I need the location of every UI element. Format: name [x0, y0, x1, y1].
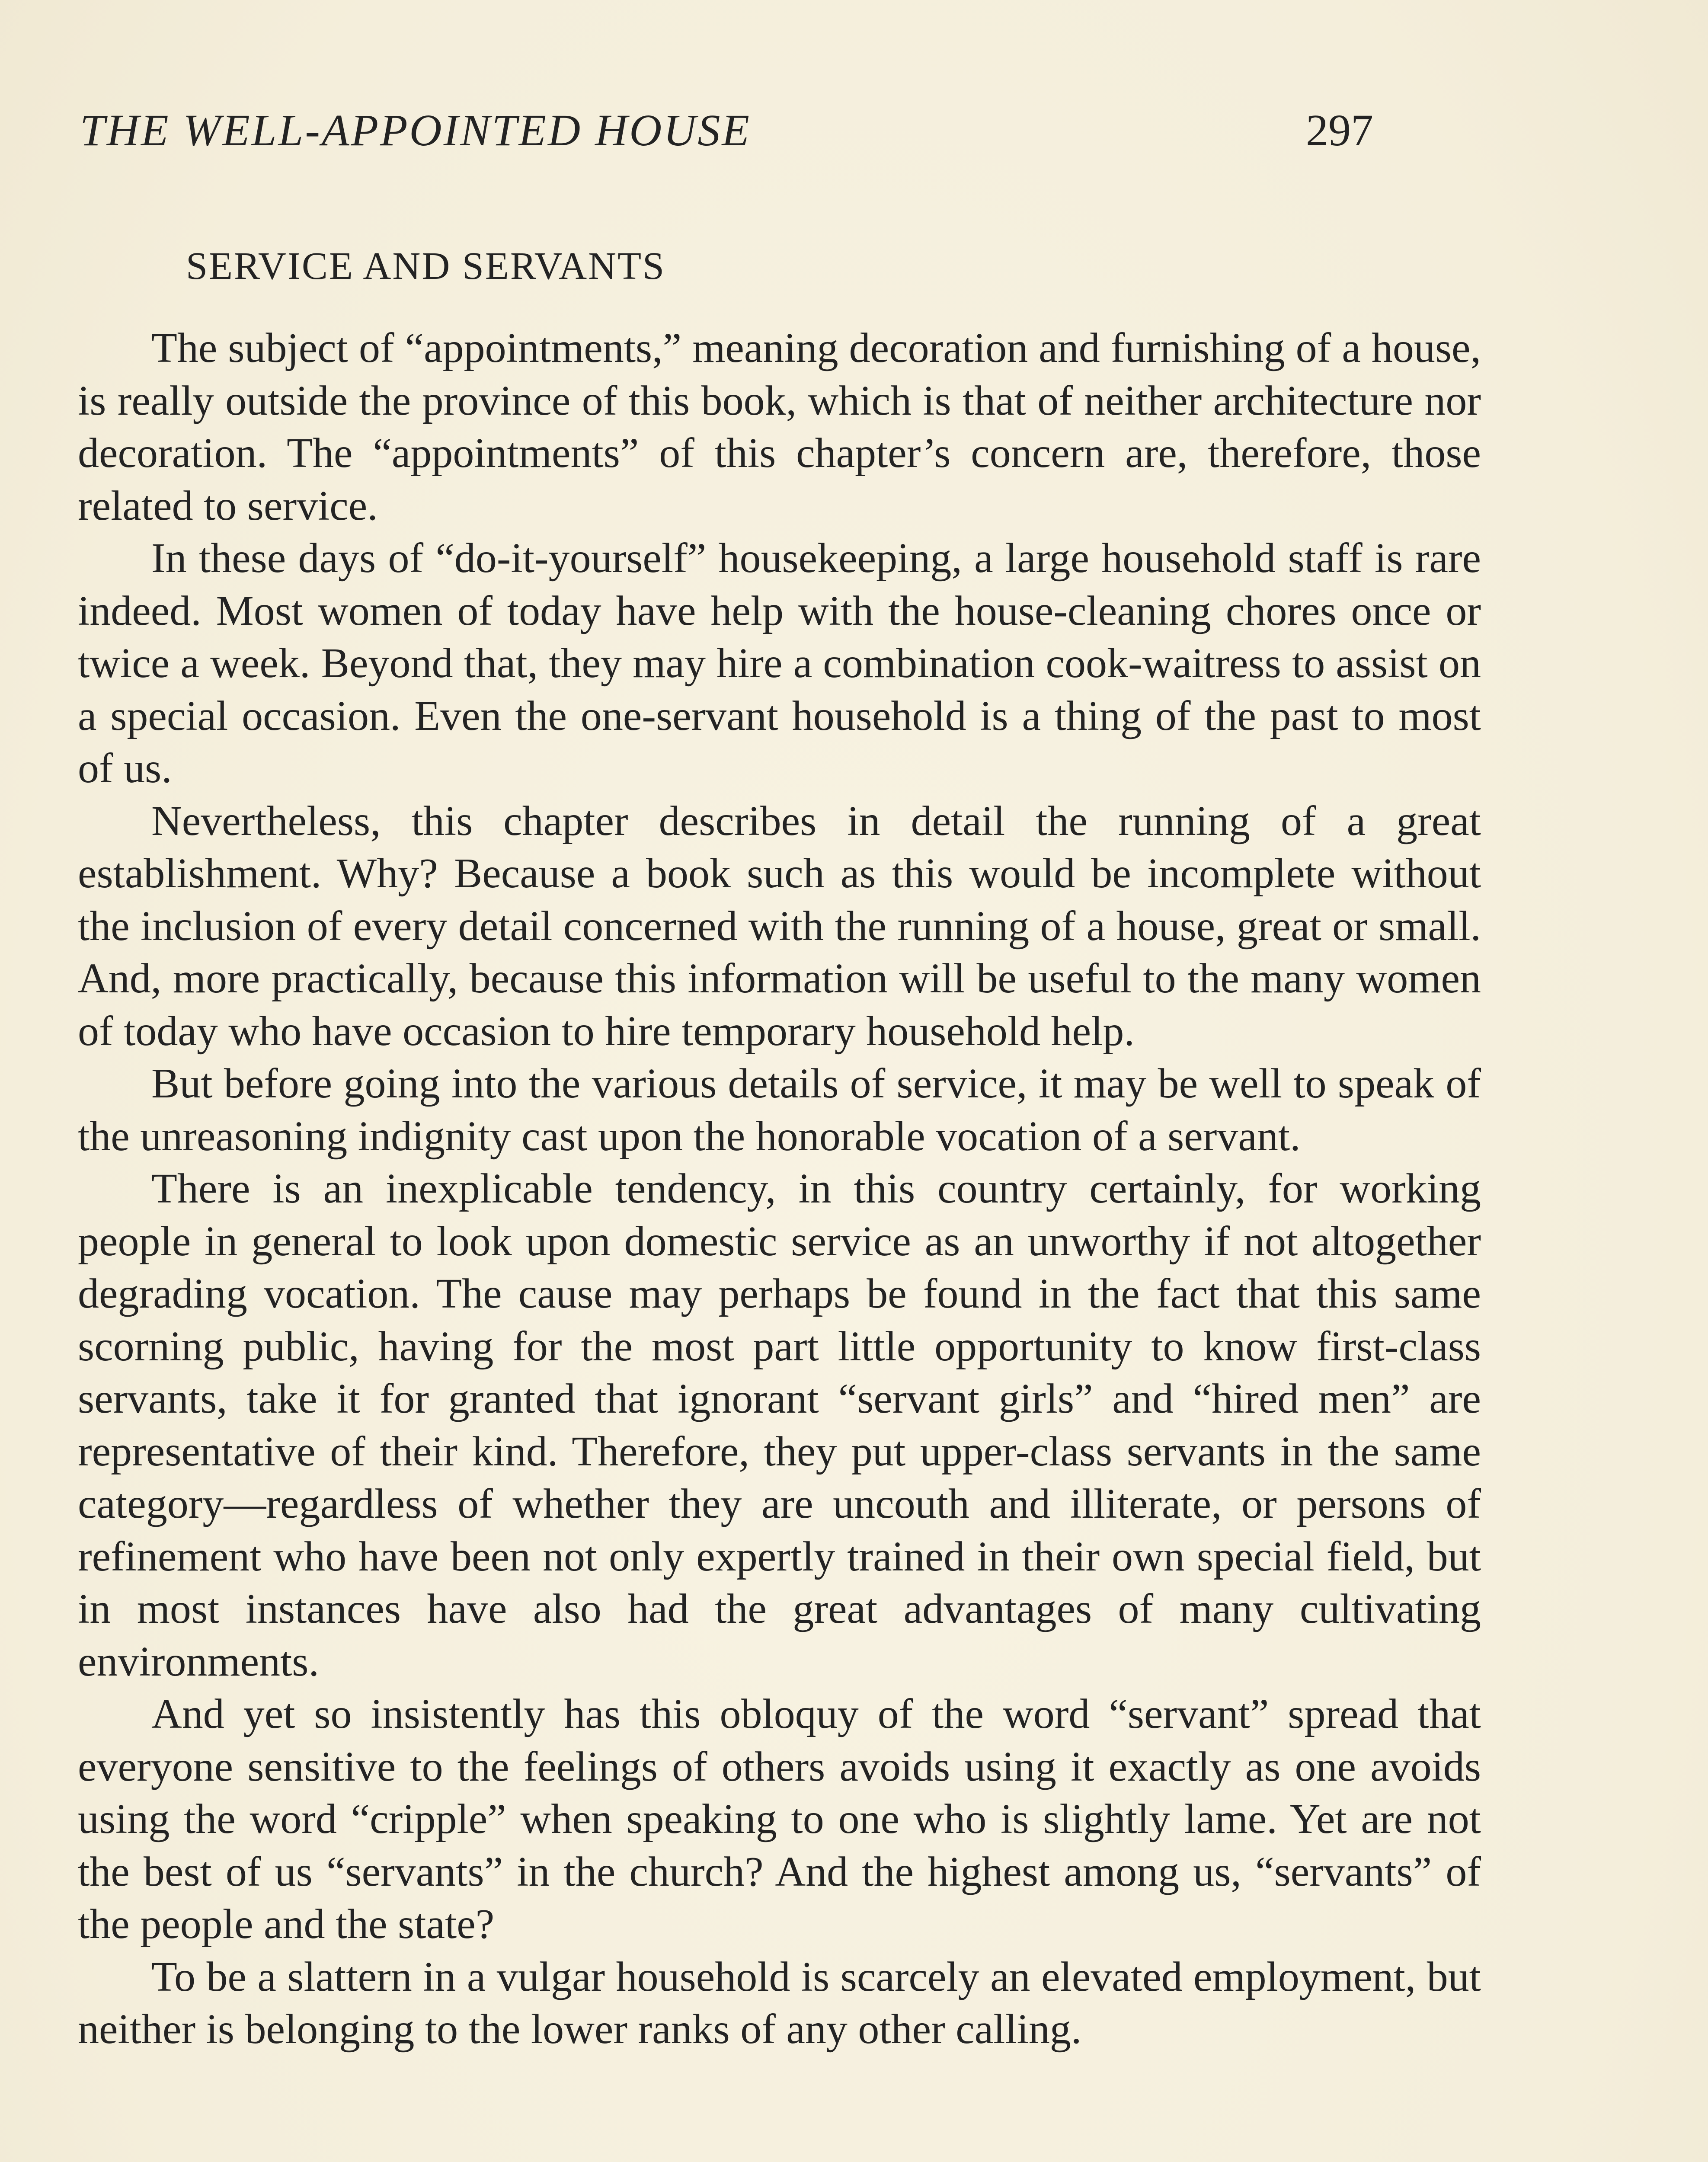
paragraph: And yet so insistently has this obloquy of the word “servant” spread that everyone sensitive to the feelings of others avoids using it exactly as one avoids using the word “cripple” when speaking to one who is slightly lame. Yet are not the best of us “servants” in the church? And the highest among us, “servants” of the people and the state?	[78, 1691, 1481, 1948]
paragraph: To be a slattern in a vulgar household is scarcely an elevated employment, but neither is belonging to the lower ranks of any other calling.	[78, 1953, 1481, 2053]
section-body-service-and-servants	[78, 322, 1481, 2056]
paragraph: But before going into the various details of service, it may be well to speak of the unreasoning indignity cast upon the honorable vocation of a servant.	[78, 1060, 1481, 1160]
paragraph: In these days of “do-it-yourself” housekeeping, a large household staff is rare indeed. Most women of today have help with the house-cleaning chores once or twice a week. Beyond that, they may hire a combination cook-waitress to assist on a special occasion. Even the one-servant household is a thing of the past to most of us.	[78, 535, 1481, 792]
running-head: THE WELL-APPOINTED HOUSE	[80, 106, 751, 155]
paragraph: There is an inexplicable tendency, in this country certainly, for working people in general to look upon domestic service as an unworthy if not altogether degrading vocation. The cause may perhaps be found in the fact that this same scorning public, having for the most part little opportunity to know first-class servants, take it for granted that ignorant “servant girls” and “hired men” are representative of their kind. Therefore, they put upper-class servants in the same category—regardless of whether they are uncouth and illiterate, or persons of refinement who have been not only expertly trained in their own special field, but in most instances have also had the great advantages of many cultivating environments.	[78, 1165, 1481, 1685]
paragraph: Nevertheless, this chapter describes in detail the running of a great establishment. Why? Because a book such as this would be incomplete without the inclusion of every detail concerned with the running of a house, great or small. And, more practically, because this information will be useful to the many women of today who have occasion to hire temporary household help.	[78, 797, 1481, 1055]
section-heading-service-and-servants	[186, 240, 665, 293]
heading-line: SERVICE AND SERVANTS	[186, 245, 666, 288]
page-number: 297	[1306, 106, 1373, 155]
paragraph: The subject of “appointments,” meaning decoration and furnishing of a house, is really outside the province of this book, which is that of neither architecture nor decoration. The “appointments” of this chapter’s concern are, therefore, those related to service.	[78, 325, 1481, 529]
